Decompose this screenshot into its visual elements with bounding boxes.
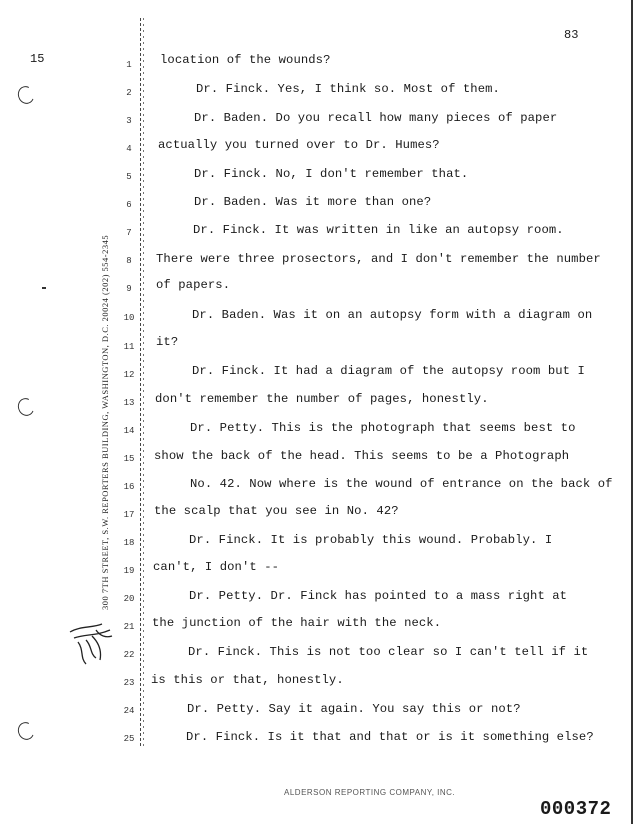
transcript-line: location of the wounds? [160, 53, 331, 67]
line-number: 8 [126, 256, 132, 266]
line-number: 7 [126, 228, 132, 238]
binder-hole-icon [15, 396, 36, 418]
transcript-line: Dr. Finck. It had a diagram of the autopsy room but I [192, 364, 585, 378]
transcript-line: Dr. Petty. Say it again. You say this or not? [187, 702, 521, 716]
transcript-line: the scalp that you see in No. 42? [154, 504, 399, 518]
transcript-line: No. 42. Now where is the wound of entrance on the back of [190, 477, 613, 491]
line-number: 13 [123, 398, 135, 408]
binder-hole-icon [15, 720, 36, 742]
transcript-line: Dr. Finck. Yes, I think so. Most of them. [196, 82, 500, 96]
transcript-line: Dr. Baden. Was it more than one? [194, 195, 432, 209]
transcript-line: actually you turned over to Dr. Humes? [158, 138, 440, 152]
transcript-line: Dr. Baden. Was it on an autopsy form with a diagram on [192, 308, 593, 322]
line-number: 15 [123, 454, 135, 464]
line-number: 21 [123, 622, 135, 632]
line-number: 10 [123, 313, 135, 323]
transcript-line: the junction of the hair with the neck. [152, 616, 442, 630]
reporter-address-text: 300 7TH STREET, S.W. REPORTERS BUILDING, WASHINGTON, D.C. 20024 (202) 554-2345 [100, 234, 110, 610]
left-margin-rule-inner [143, 18, 144, 748]
line-number: 5 [126, 172, 132, 182]
line-number: 14 [123, 426, 135, 436]
transcript-line: it? [156, 335, 179, 349]
line-number: 23 [123, 678, 135, 688]
transcript-line: can't, I don't -- [153, 560, 280, 574]
binder-hole-icon [15, 84, 36, 106]
transcript-line: Dr. Finck. This is not too clear so I can't tell if it [188, 645, 589, 659]
line-number: 12 [123, 370, 135, 380]
line-number: 4 [126, 144, 132, 154]
side-margin-number: 15 [30, 52, 45, 66]
line-number: 1 [126, 60, 132, 70]
line-number: 22 [123, 650, 135, 660]
reporting-company-footer: ALDERSON REPORTING COMPANY, INC. [284, 788, 456, 797]
line-number: 20 [123, 594, 135, 604]
line-number: 24 [123, 706, 135, 716]
transcript-line: Dr. Petty. Dr. Finck has pointed to a mass right at [189, 589, 568, 603]
document-id-stamp: 000372 [540, 798, 612, 820]
line-number: 11 [123, 342, 135, 352]
line-number: 16 [123, 482, 135, 492]
handwritten-initials-signature [66, 620, 116, 666]
transcript-line: Dr. Finck. It is probably this wound. Probably. I [189, 533, 553, 547]
page-number: 83 [564, 28, 579, 42]
line-number: 2 [126, 88, 132, 98]
transcript-line: is this or that, honestly. [151, 673, 344, 687]
line-number: 25 [123, 734, 135, 744]
transcript-line: Dr. Petty. This is the photograph that seems best to [190, 421, 576, 435]
line-number: 17 [123, 510, 135, 520]
transcript-line: Dr. Baden. Do you recall how many pieces of paper [194, 111, 558, 125]
transcript-line: There were three prosectors, and I don't remember the number [156, 252, 601, 266]
transcript-line: don't remember the number of pages, honestly. [155, 392, 489, 406]
line-number: 6 [126, 200, 132, 210]
transcript-line: Dr. Finck. Is it that and that or is it something else? [186, 730, 594, 744]
line-number: 3 [126, 116, 132, 126]
line-number: 18 [123, 538, 135, 548]
left-margin-rule [140, 18, 141, 748]
transcript-line: Dr. Finck. No, I don't remember that. [194, 167, 469, 181]
transcript-line: show the back of the head. This seems to be a Photograph [154, 449, 570, 463]
transcript-line: Dr. Finck. It was written in like an autopsy room. [193, 223, 564, 237]
transcript-line: of papers. [156, 278, 231, 292]
line-number: 9 [126, 284, 132, 294]
line-number: 19 [123, 566, 135, 576]
right-border-rule [631, 0, 633, 824]
margin-dash-mark [42, 287, 46, 289]
